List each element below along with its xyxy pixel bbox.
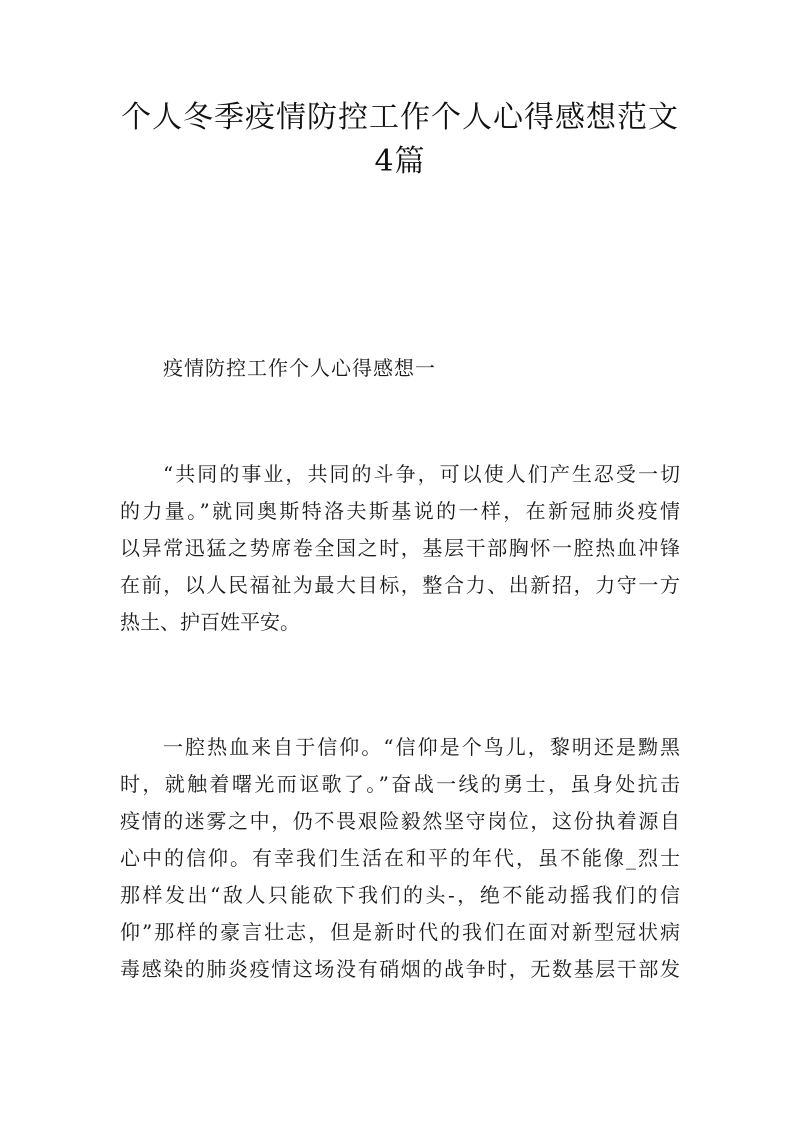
paragraph-line: 在前，以人民福祉为最大目标，整合力、出新招，力守一方 <box>120 573 680 597</box>
paragraph-line: 一腔热血来自于信仰。“信仰是个鸟儿，黎明还是黝黑 <box>163 735 680 759</box>
paragraph <box>120 456 680 641</box>
paragraph-line: 热土、护百姓平安。 <box>120 610 300 634</box>
paragraph-line: 以异常迅猛之势席卷全国之时，基层干部胸怀一腔热血冲锋 <box>120 536 680 560</box>
paragraph-line: 那样发出“敌人只能砍下我们的头-，绝不能动摇我们的信 <box>120 883 680 907</box>
title-line: 4篇 <box>374 144 426 179</box>
paragraph-line: 疫情的迷雾之中，仍不畏艰险毅然坚守岗位，这份执着源自 <box>120 809 680 833</box>
paragraph-line: 的力量。”就同奥斯特洛夫斯基说的一样，在新冠肺炎疫情 <box>120 499 680 523</box>
paragraph-line: 时，就触着曙光而讴歌了。”奋战一线的勇士，虽身处抗击 <box>120 772 680 796</box>
paragraph-line: 毒感染的肺炎疫情这场没有硝烟的战争时，无数基层干部发 <box>120 957 680 981</box>
section-heading: 疫情防控工作个人心得感想一 <box>163 356 436 380</box>
title-line: 个人冬季疫情防控工作个人心得感想范文 <box>121 100 679 135</box>
paragraph-line: 仰”那样的豪言壮志，但是新时代的我们在面对新型冠状病 <box>120 920 680 944</box>
paragraph-line: “共同的事业，共同的斗争，可以使人们产生忍受一切 <box>163 462 680 486</box>
document-title <box>100 96 700 184</box>
paragraph <box>120 729 680 988</box>
paragraph-line: 心中的信仰。有幸我们生活在和平的年代，虽不能像_烈士 <box>120 846 680 870</box>
